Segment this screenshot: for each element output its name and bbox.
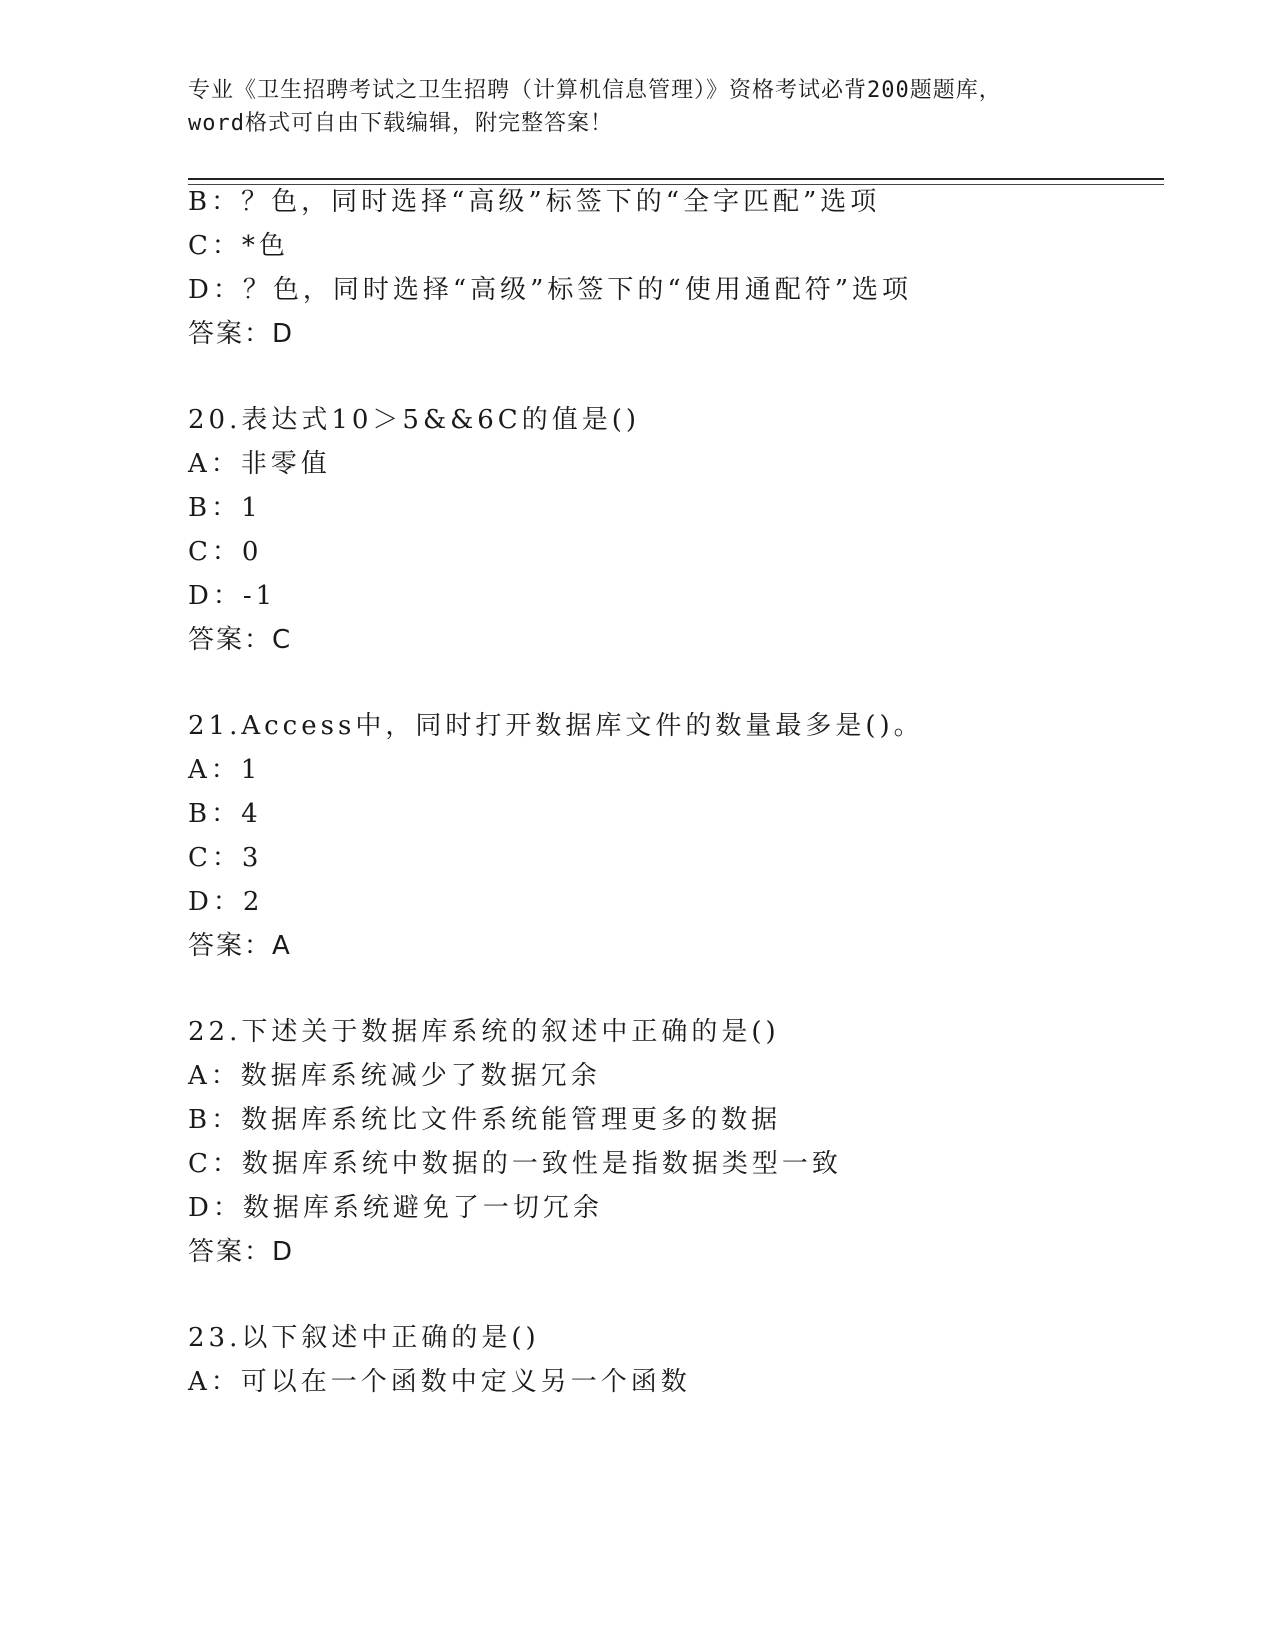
q21-option-a: A：1 (188, 755, 262, 785)
q22-option-d: D：数据库系统避免了一切冗余 (188, 1193, 603, 1223)
q20-option-a: A：非零值 (188, 449, 331, 479)
q22-option-c: C：数据库系统中数据的一致性是指数据类型一致 (188, 1149, 842, 1179)
q19-answer: 答案：D (188, 319, 295, 349)
q22-option-b: B：数据库系统比文件系统能管理更多的数据 (188, 1105, 782, 1135)
q22-answer: 答案：D (188, 1237, 295, 1267)
q20-option-c: C：0 (188, 537, 263, 567)
q23-question: 23.以下叙述中正确的是() (188, 1323, 540, 1353)
header-divider-thick (188, 178, 1164, 180)
header-title-line: 专业《卫生招聘考试之卫生招聘（计算机信息管理）》资格考试必背200题题库， (188, 78, 1002, 103)
q22-question: 22.下述关于数据库系统的叙述中正确的是() (188, 1017, 780, 1047)
q20-option-b: B：1 (188, 493, 262, 523)
q20-question: 20.表达式10＞5&&6C的值是() (188, 405, 640, 435)
header-divider-thin (188, 184, 1164, 185)
q19-option-b: B：？色，同时选择“高级”标签下的“全字匹配”选项 (188, 187, 881, 217)
q22-option-a: A：数据库系统减少了数据冗余 (188, 1061, 601, 1091)
q19-option-c: C：*色 (188, 231, 289, 261)
q21-answer: 答案：A (188, 931, 292, 961)
document-header (188, 74, 1088, 140)
q19-option-d: D：？色，同时选择“高级”标签下的“使用通配符”选项 (188, 275, 913, 305)
q21-option-d: D：2 (188, 887, 264, 917)
q21-option-b: B：4 (188, 799, 262, 829)
q20-answer: 答案：C (188, 625, 293, 655)
q21-question: 21.Access中，同时打开数据库文件的数量最多是()。 (188, 711, 924, 741)
q23-option-a: A：可以在一个函数中定义另一个函数 (188, 1367, 691, 1397)
q21-option-c: C：3 (188, 843, 263, 873)
header-subtitle-line: word格式可自由下载编辑，附完整答案！ (188, 111, 613, 136)
q20-option-d: D：-1 (188, 581, 277, 611)
